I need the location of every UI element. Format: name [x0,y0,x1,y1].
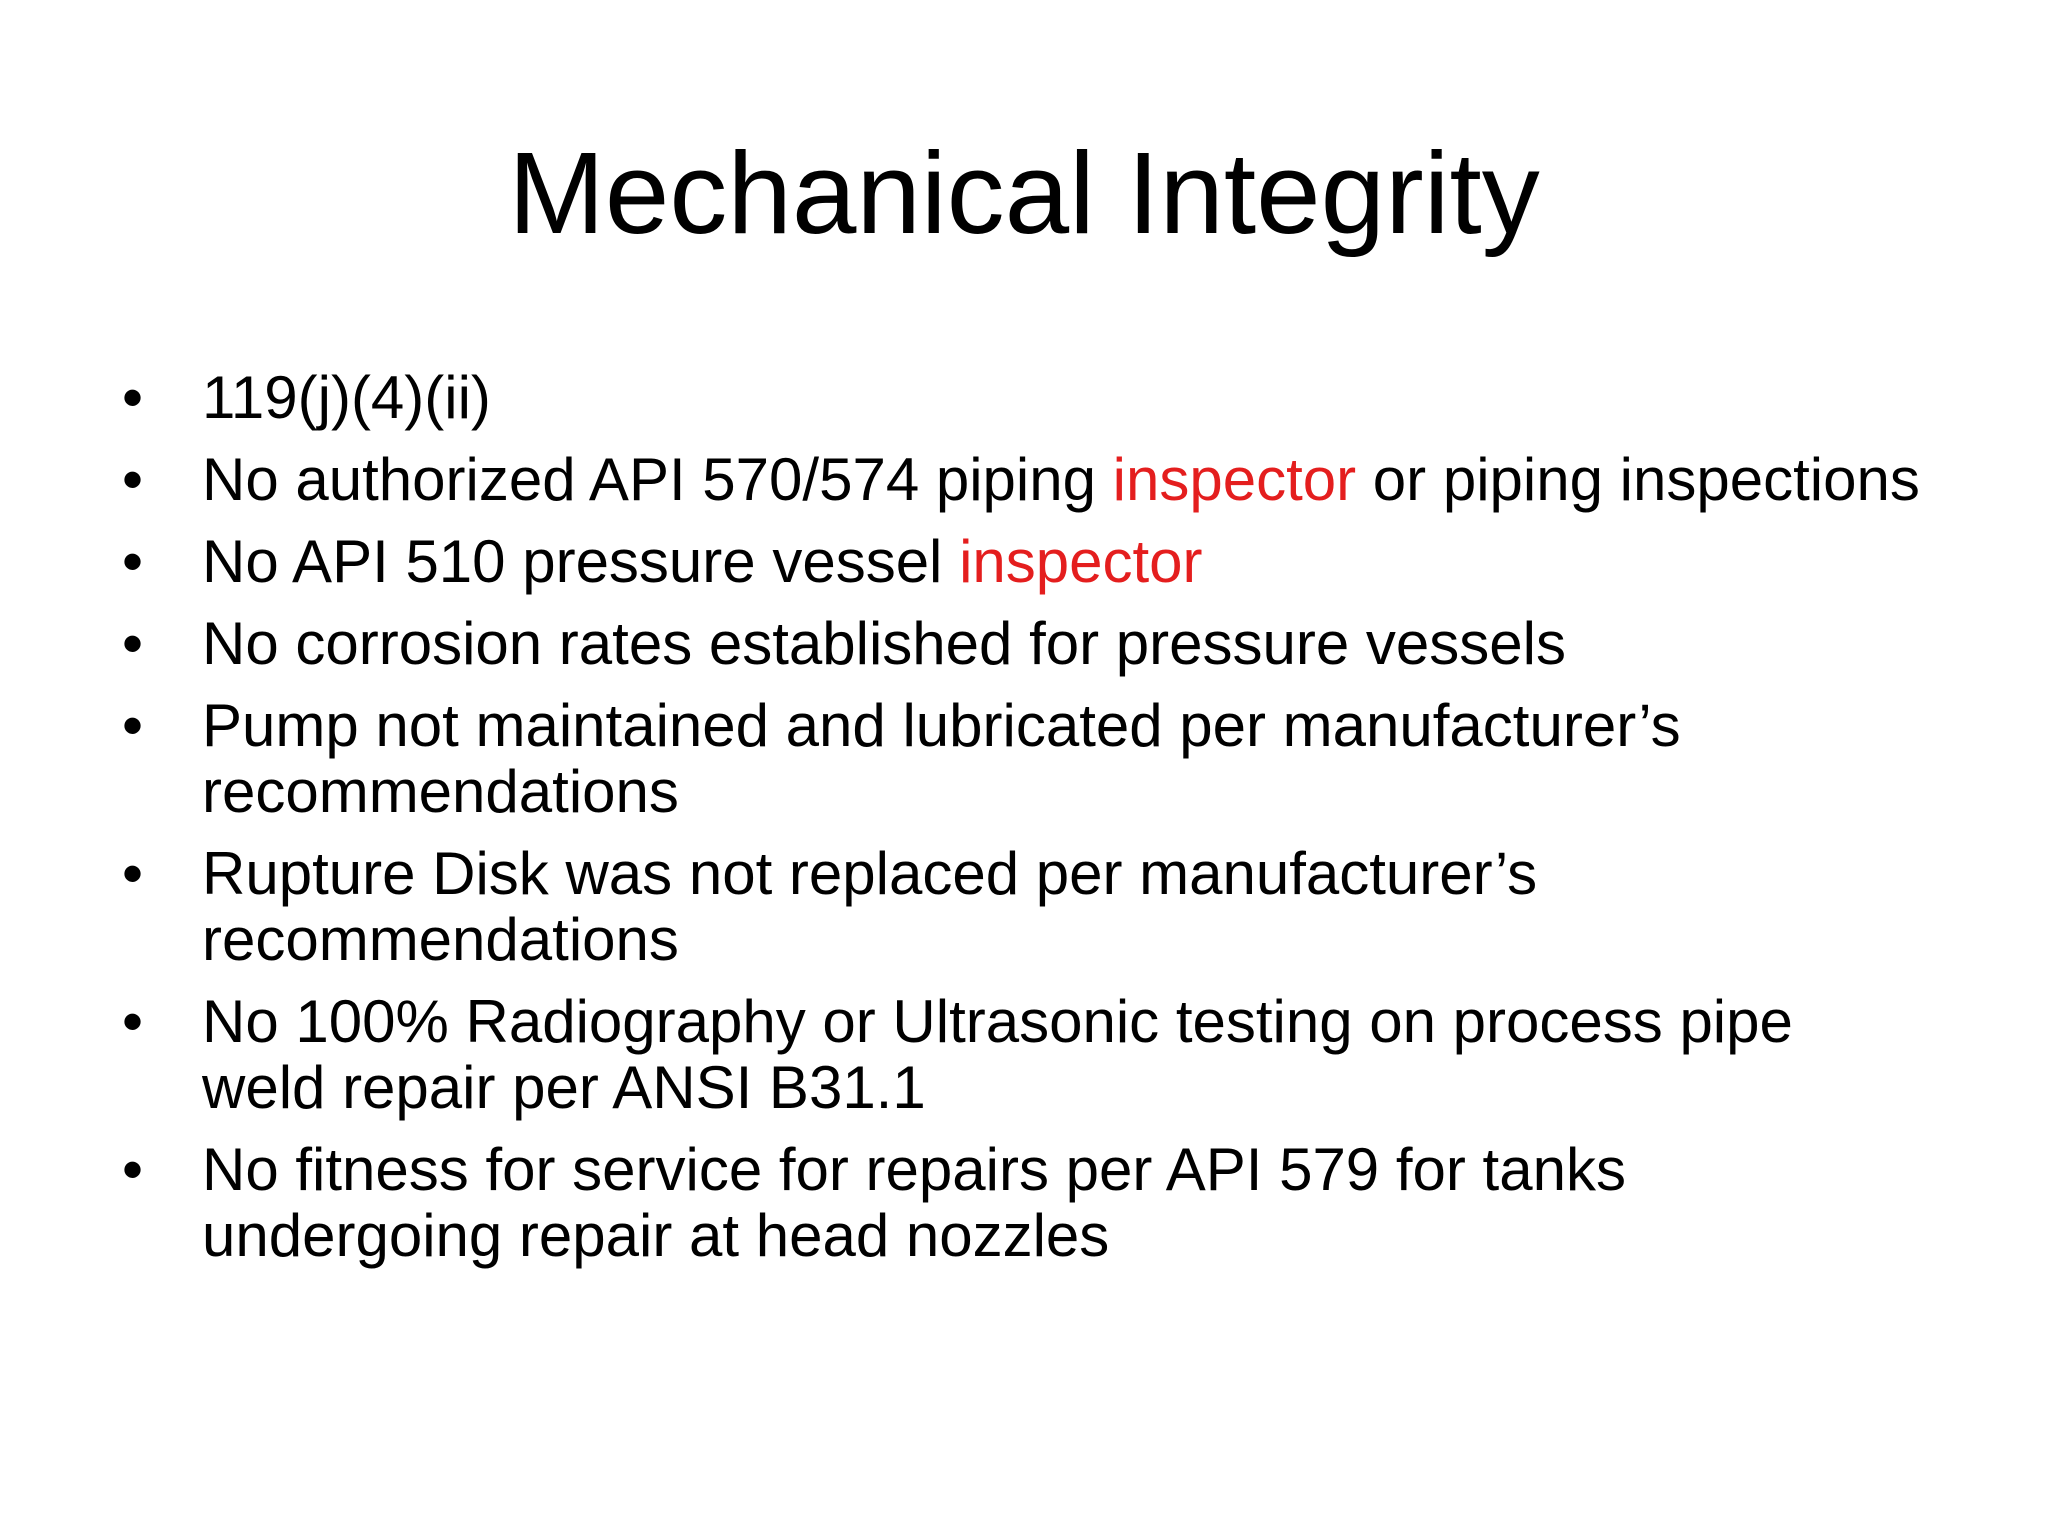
bullet-highlight-text: inspector [959,528,1203,595]
slide-title: Mechanical Integrity [508,128,1540,258]
bullet-text: No 100% Radiography or Ultrasonic testing on process pipe weld repair per ANSI B31.1 [202,988,1793,1121]
bullet-dot-icon: • [122,1136,144,1203]
bullet-text: No fitness for service for repairs per API 579 for tanks undergoing repair at head nozzles [202,1136,1626,1269]
bullet-text: Pump not maintained and lubricated per manufacturer’s recommendations [202,692,1681,825]
bullet-text: No authorized API 570/574 piping [202,446,1113,513]
bullet-item [120,989,1920,1121]
bullet-text: No corrosion rates established for pressure vessels [202,610,1566,677]
bullet-dot-icon: • [122,840,144,907]
bullet-dot-icon: • [122,692,144,759]
bullet-item [120,447,1920,513]
bullet-dot-icon: • [122,610,144,677]
bullet-list [120,365,1920,1285]
bullet-dot-icon: • [122,364,144,431]
bullet-item [120,1137,1920,1269]
bullet-item [120,365,1920,431]
bullet-item [120,693,1920,825]
bullet-item [120,529,1920,595]
bullet-item [120,611,1920,677]
bullet-text: 119(j)(4)(ii) [202,364,491,431]
bullet-dot-icon: • [122,446,144,513]
bullet-text: Rupture Disk was not replaced per manufacturer’s recommendations [202,840,1538,973]
bullet-text: or piping inspections [1356,446,1920,513]
bullet-dot-icon: • [122,988,144,1055]
bullet-dot-icon: • [122,528,144,595]
bullet-highlight-text: inspector [1112,446,1357,513]
bullet-item [120,841,1920,973]
bullet-text: No API 510 pressure vessel [202,528,960,595]
